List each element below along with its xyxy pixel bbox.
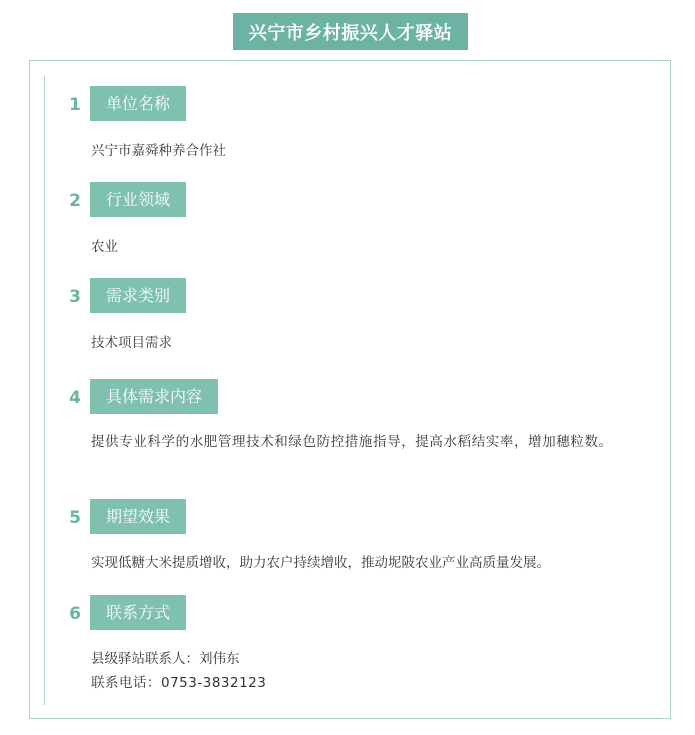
section-5-number: 5 [69,508,81,528]
section-3-label: 需求类别 [90,278,186,313]
section-4-number: 4 [69,388,81,408]
section-1-label: 单位名称 [90,86,186,121]
section-5-value: 实现低糖大米提质增收，助力农户持续增收，推动坭陂农业产业高质量发展。 [91,555,550,571]
section-6-phone: 联系电话：0753-3832123 [91,675,267,691]
section-1-number: 1 [69,95,81,115]
section-3-number: 3 [69,287,81,307]
section-6-number: 6 [69,604,81,624]
section-2-label: 行业领域 [90,182,186,217]
section-4-label: 具体需求内容 [90,379,218,414]
section-2-number: 2 [69,191,81,211]
page-title: 兴宁市乡村振兴人才驿站 [233,13,468,50]
card-divider-line [44,76,45,705]
section-4-paragraph: 提供专业科学的水肥管理技术和绿色防控措施指导，提高水稻结实率，增加穗粒数。 [91,434,613,450]
section-6-label: 联系方式 [90,595,186,630]
section-2-value: 农业 [91,239,118,255]
section-1-value: 兴宁市嘉舜种养合作社 [91,143,226,159]
section-5-label: 期望效果 [90,499,186,534]
section-6-contact-person: 县级驿站联系人：刘伟东 [91,651,240,667]
section-3-value: 技术项目需求 [91,335,172,351]
